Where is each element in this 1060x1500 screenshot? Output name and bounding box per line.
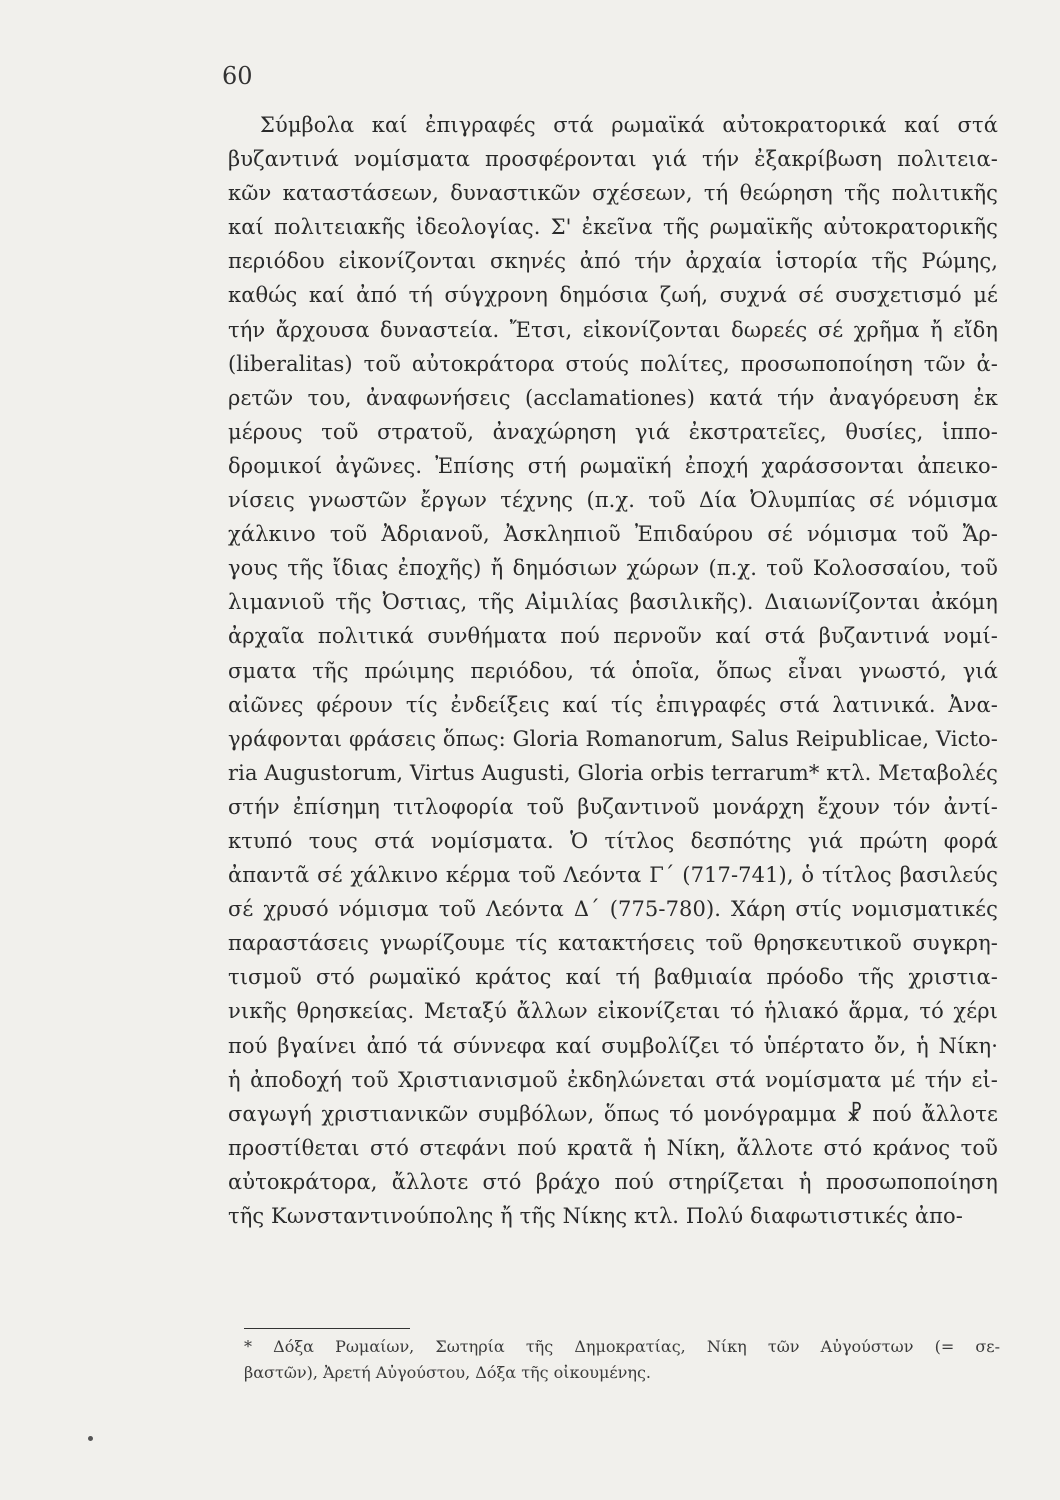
text-line: γράφονται φράσεις ὅπως: Gloria Romanorum, Salus Reipublicae, Victo- <box>228 726 998 751</box>
text-line: νίσεις γνωστῶν ἔργων τέχνης (π.χ. τοῦ Δία Ὀλυμπίας σέ νόμισμα <box>228 488 998 513</box>
text-line: αὐτοκράτορα, ἄλλοτε στό βράχο πού στηρίζεται ἡ προσωποποίηση <box>228 1169 998 1194</box>
text-line: λιμανιοῦ τῆς Ὀστιας, τῆς Αἰμιλίας βασιλικῆς). Διαιωνίζονται ἀκόμη <box>228 590 998 615</box>
text-line: προστίθεται στό στεφάνι πού κρατᾶ ἡ Νίκη, ἄλλοτε στό κράνος τοῦ <box>228 1135 998 1160</box>
text-line: γους τῆς ἴδιας ἐποχῆς) ἤ δημόσιων χώρων (π.χ. τοῦ Κολοσσαίου, τοῦ <box>228 556 998 581</box>
text-line: παραστάσεις γνωρίζουμε τίς κατακτήσεις τοῦ θρησκευτικοῦ συγκρη- <box>228 931 998 956</box>
text-line: σέ χρυσό νόμισμα τοῦ Λεόντα Δ΄ (775-780). Χάρη στίς νομισματικές <box>228 897 998 922</box>
footnote-divider <box>244 1328 410 1329</box>
text-line: αἰῶνες φέρουν τίς ἐνδείξεις καί τίς ἐπιγραφές στά λατινικά. Ἀνα- <box>228 692 998 717</box>
text-line: βυζαντινά νομίσματα προσφέρονται γιά τήν ἐξακρίβωση πολιτεια- <box>228 147 998 172</box>
text-line: κτυπό τους στά νομίσματα. Ὁ τίτλος δεσπότης γιά πρώτη φορά <box>228 828 998 853</box>
body-paragraph <box>228 108 998 1233</box>
text-line: μέρους τοῦ στρατοῦ, ἀναχώρηση γιά ἐκστρατεῖες, θυσίες, ἱππο- <box>228 419 998 444</box>
text-line: νικῆς θρησκείας. Μεταξύ ἄλλων εἰκονίζεται τό ἡλιακό ἅρμα, τό χέρι <box>228 999 998 1024</box>
text-line: στήν ἐπίσημη τιτλοφορία τοῦ βυζαντινοῦ μονάρχη ἔχουν τόν ἀντί- <box>228 794 998 819</box>
page-number: 60 <box>222 62 253 90</box>
speck-mark <box>88 1436 93 1441</box>
footnote-line: βαστῶν), Ἀρετή Αὐγούστου, Δόξα τῆς οἰκουμένης. <box>244 1363 651 1382</box>
text-line: σματα τῆς πρώιμης περιόδου, τά ὁποῖα, ὅπως εἶναι γνωστό, γιά <box>228 658 998 683</box>
text-line: ἀρχαῖα πολιτικά συνθήματα πού περνοῦν καί στά βυζαντινά νομί- <box>228 624 998 649</box>
text-line: πού βγαίνει ἀπό τά σύννεφα καί συμβολίζει τό ὑπέρτατο ὄν, ἡ Νίκη· <box>228 1033 998 1058</box>
text-line: τῆς Κωνσταντινούπολης ἤ τῆς Νίκης κτλ. Πολύ διαφωτιστικές ἀπο- <box>228 1204 963 1228</box>
text-line: καθώς καί ἀπό τή σύγχρονη δημόσια ζωή, συχνά σέ συσχετισμό μέ <box>228 283 998 308</box>
text-line: σαγωγή χριστιανικῶν συμβόλων, ὅπως τό μονόγραμμα ☧ πού ἄλλοτε <box>228 1101 998 1126</box>
text-line: ἀπαντᾶ σέ χάλκινο κέρμα τοῦ Λεόντα Γ΄ (717-741), ὁ τίτλος βασιλεύς <box>228 863 998 888</box>
text-line: τήν ἄρχουσα δυναστεία. Ἔτσι, εἰκονίζονται δωρεές σέ χρῆμα ἤ εἴδη <box>228 317 998 342</box>
text-line: δρομικοί ἀγῶνες. Ἐπίσης στή ρωμαϊκή ἐποχή χαράσσονται ἀπεικο- <box>228 453 998 478</box>
text-line: Σύμβολα καί ἐπιγραφές στά ρωμαϊκά αὐτοκρατορικά καί στά <box>260 113 998 137</box>
text-line: ria Augustorum, Virtus Augusti, Gloria orbis terrarum* κτλ. Μεταβολές <box>228 760 998 785</box>
text-line: περιόδου εἰκονίζονται σκηνές ἀπό τήν ἀρχαία ἱστορία τῆς Ρώμης, <box>228 249 998 274</box>
footnote-line: * Δόξα Ρωμαίων, Σωτηρία τῆς Δημοκρατίας, Νίκη τῶν Αὐγούστων (= σε- <box>244 1337 1000 1356</box>
text-line: ἡ ἀποδοχή τοῦ Χριστιανισμοῦ ἐκδηλώνεται στά νομίσματα μέ τήν εἰ- <box>228 1067 998 1092</box>
footnote <box>244 1334 1000 1386</box>
text-line: τισμοῦ στό ρωμαϊκό κράτος καί τή βαθμιαία πρόοδο τῆς χριστια- <box>228 965 998 990</box>
text-line: (liberalitas) τοῦ αὐτοκράτορα στούς πολίτες, προσωποποίηση τῶν ἀ- <box>228 351 998 376</box>
text-line: καί πολιτειακῆς ἰδεολογίας. Σ' ἐκεῖνα τῆς ρωμαϊκῆς αὐτοκρατορικῆς <box>228 215 998 240</box>
text-line: χάλκινο τοῦ Ἀδριανοῦ, Ἀσκληπιοῦ Ἐπιδαύρου σέ νόμισμα τοῦ Ἄρ- <box>228 522 998 547</box>
text-line: κῶν καταστάσεων, δυναστικῶν σχέσεων, τή θεώρηση τῆς πολιτικῆς <box>228 181 998 206</box>
text-line: ρετῶν του, ἀναφωνήσεις (acclamationes) κατά τήν ἀναγόρευση ἐκ <box>228 385 998 410</box>
